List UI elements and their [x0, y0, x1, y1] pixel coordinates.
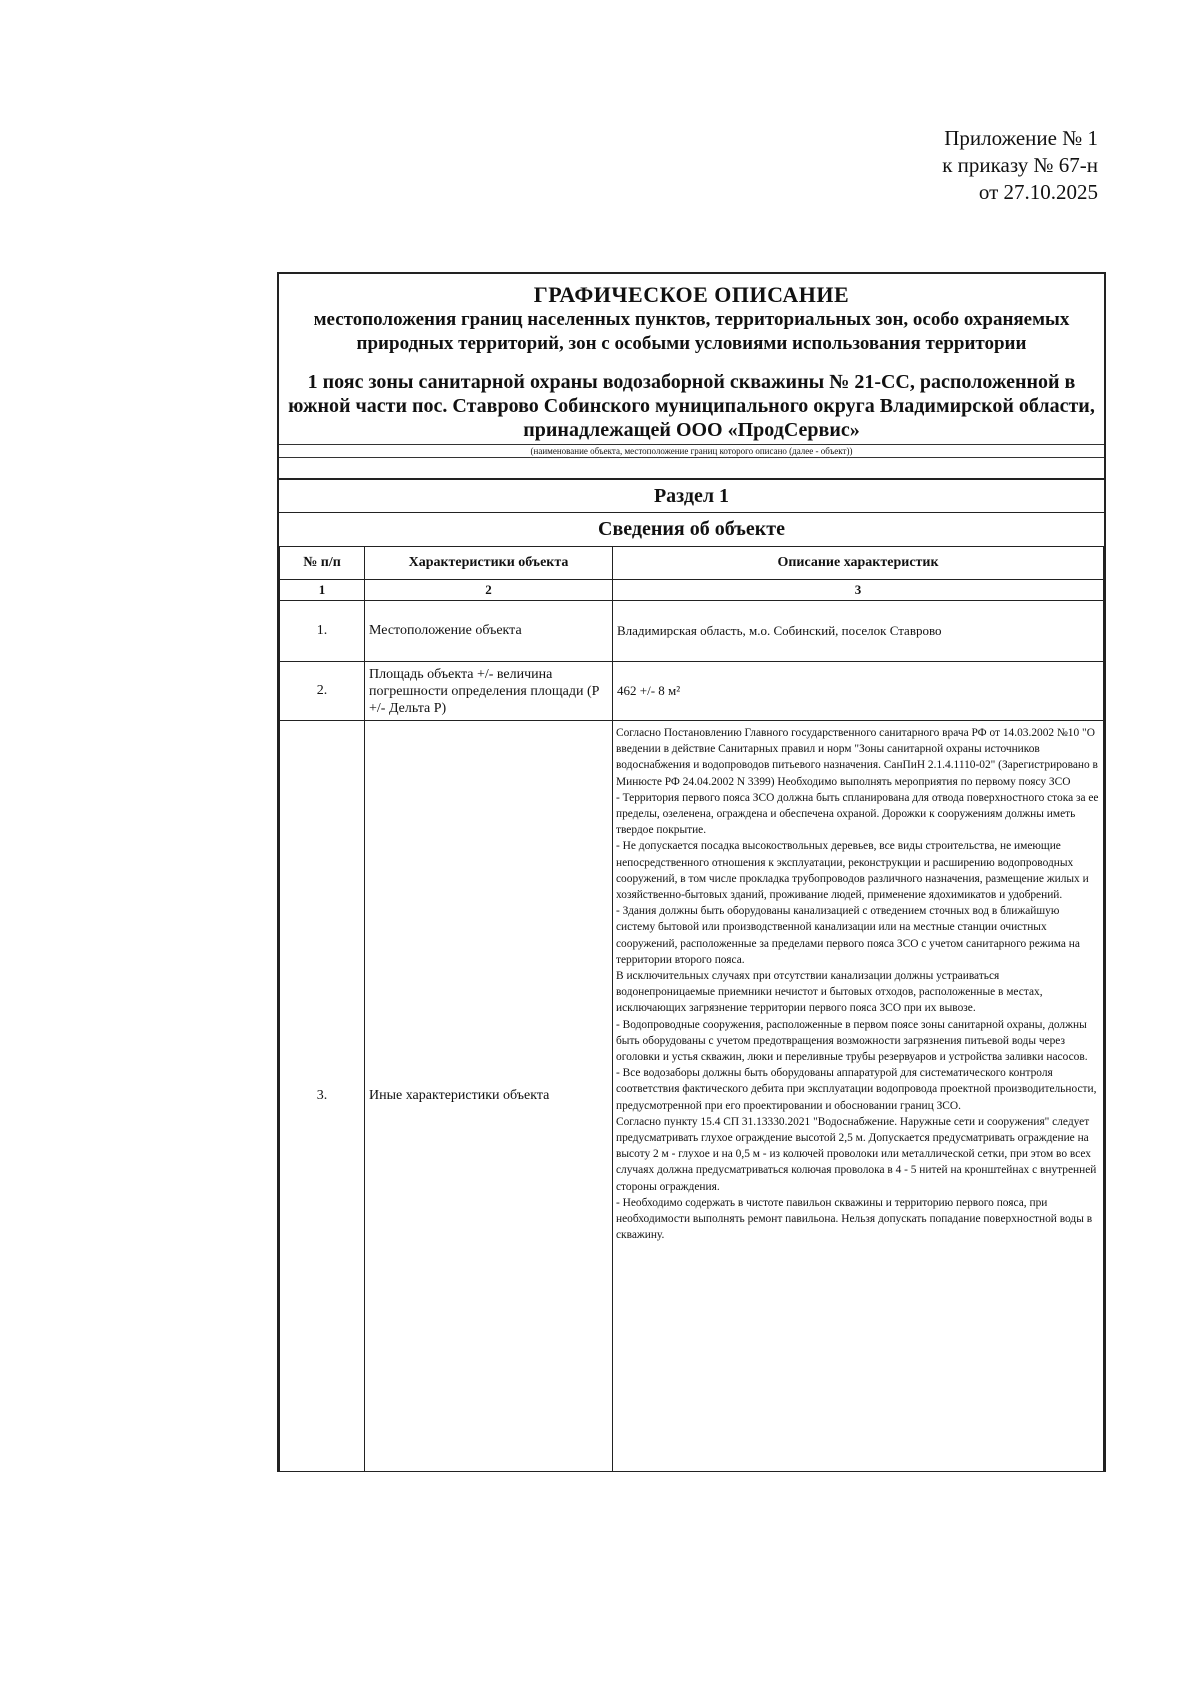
table-header-row [280, 547, 1104, 580]
title-block [279, 274, 1104, 457]
table-row [280, 601, 1104, 662]
document-frame [277, 272, 1106, 1472]
appendix-date: от 27.10.2025 [978, 180, 1098, 204]
header-number: № п/п [280, 547, 365, 580]
paragraph: - Водопроводные сооружения, расположенные в первом поясе зоны санитарной охраны, должны быть оборудованы с учетом предотвращения возможности загрязнения питьевой воды через оголовки и устья скважин, люки и переливные трубы резервуаров и устройства заливки насосов. [616, 1018, 1088, 1064]
table-row [280, 662, 1104, 721]
header-description: Описание характеристик [613, 547, 1104, 580]
row-characteristic: Иные характеристики объекта [365, 721, 613, 1472]
document-title: ГРАФИЧЕСКОЕ ОПИСАНИЕ [533, 282, 850, 307]
row-number: 1. [280, 601, 365, 662]
paragraph: - Территория первого пояса ЗСО должна быть спланирована для отвода поверхностного стока за ее пределы, озеленена, ограждена и обеспечена охраной. Дорожки к сооружениям должны иметь твердое покрытие. [616, 791, 1099, 837]
blank-row [279, 457, 1104, 478]
object-name: 1 пояс зоны санитарной охраны водозаборной скважины № 21-СС, расположенной в южной части пос. Ставрово Собинского муниципального округа Владимирской области, принадлежащей ООО «ПродСервис» [288, 371, 1095, 441]
row-description [613, 721, 1104, 1472]
document-subtitle: местоположения границ населенных пунктов, территориальных зон, особо охраняемых природных территорий, зон с особыми условиями использования территории [313, 309, 1070, 354]
appendix-order-ref: к приказу № 67-н [942, 153, 1098, 177]
paragraph: Согласно Постановлению Главного государственного санитарного врача РФ от 14.03.2002 №10 "О введении в действие Санитарных правил и норм "Зоны санитарной охраны источников водоснабжения и водопроводов питьевого назначения. СанПиН 2.1.4.1110-02" (Зарегистрировано в Минюсте РФ 24.04.2002 N 3399) Необходимо выполнять мероприятия по первому поясу ЗСО [616, 727, 1098, 788]
row-number: 3. [280, 721, 365, 1472]
row-characteristic: Местоположение объекта [365, 601, 613, 662]
header-characteristic: Характеристики объекта [365, 547, 613, 580]
column-number-row [280, 580, 1104, 601]
appendix-title: Приложение № 1 [944, 126, 1098, 150]
section-subtitle: Сведения об объекте [279, 512, 1104, 546]
paragraph: В исключительных случаях при отсутствии канализации должны устраиваться водонепроницаемые приемники нечистот и бытовых отходов, расположенные в местах, исключающих загрязнение территории первого пояса ЗСО при их вывозе. [616, 970, 1043, 1015]
col-number-1: 1 [280, 580, 365, 601]
col-number-2: 2 [365, 580, 613, 601]
paragraph: - Не допускается посадка высокоствольных деревьев, все виды строительства, не имеющие непосредственного отношения к эксплуатации, реконструкции и расширению водопроводных сооружений, в том числе прокладка трубопроводов различного назначения, размещение жилых и хозяйственно-бытовых зданий, проживание людей, применение ядохимикатов и удобрений. [616, 840, 1089, 902]
appendix-block [942, 125, 1098, 206]
object-info-table [279, 546, 1104, 1472]
row-description: 462 +/- 8 м² [613, 662, 1104, 721]
col-number-3: 3 [613, 580, 1104, 601]
table-row [280, 721, 1104, 1472]
object-note: (наименование объекта, местоположение границ которого описано (далее - объект)) [279, 444, 1104, 457]
section-title: Раздел 1 [279, 478, 1104, 512]
row-description: Владимирская область, м.о. Собинский, поселок Ставрово [613, 601, 1104, 662]
row-number: 2. [280, 662, 365, 721]
paragraph: - Здания должны быть оборудованы канализацией с отведением сточных вод в ближайшую систему бытовой или производственной канализации или на местные станции очистных сооружений, расположенные за пределами первого пояса ЗСО с учетом санитарного режима на территории второго пояса. [616, 905, 1080, 966]
paragraph: - Необходимо содержать в чистоте павильон скважины и территорию первого пояса, при необходимости выполнять ремонт павильона. Нельзя допускать попадание поверхностной воды в скважину. [616, 1196, 1093, 1242]
paragraph: Согласно пункту 15.4 СП 31.13330.2021 "Водоснабжение. Наружные сети и сооружения" следует предусматривать глухое ограждение высотой 2,5 м. Допускается предусматривать ограждение на высоту 2 м - глухое и на 0,5 м - из колючей проволоки или металлической сетки, при этом во всех случаях должна предусматриваться колючая проволока в 4 - 5 нитей на кронштейнах с внутренней стороны ограждения. [616, 1115, 1097, 1193]
row-characteristic: Площадь объекта +/- величина погрешности определения площади (Р +/- Дельта Р) [365, 662, 613, 721]
paragraph: - Все водозаборы должны быть оборудованы аппаратурой для систематического контроля соответствия фактического дебита при эксплуатации водопровода проектной производительности, предусмотренной при его проектировании и обосновании границ ЗСО. [616, 1067, 1097, 1112]
